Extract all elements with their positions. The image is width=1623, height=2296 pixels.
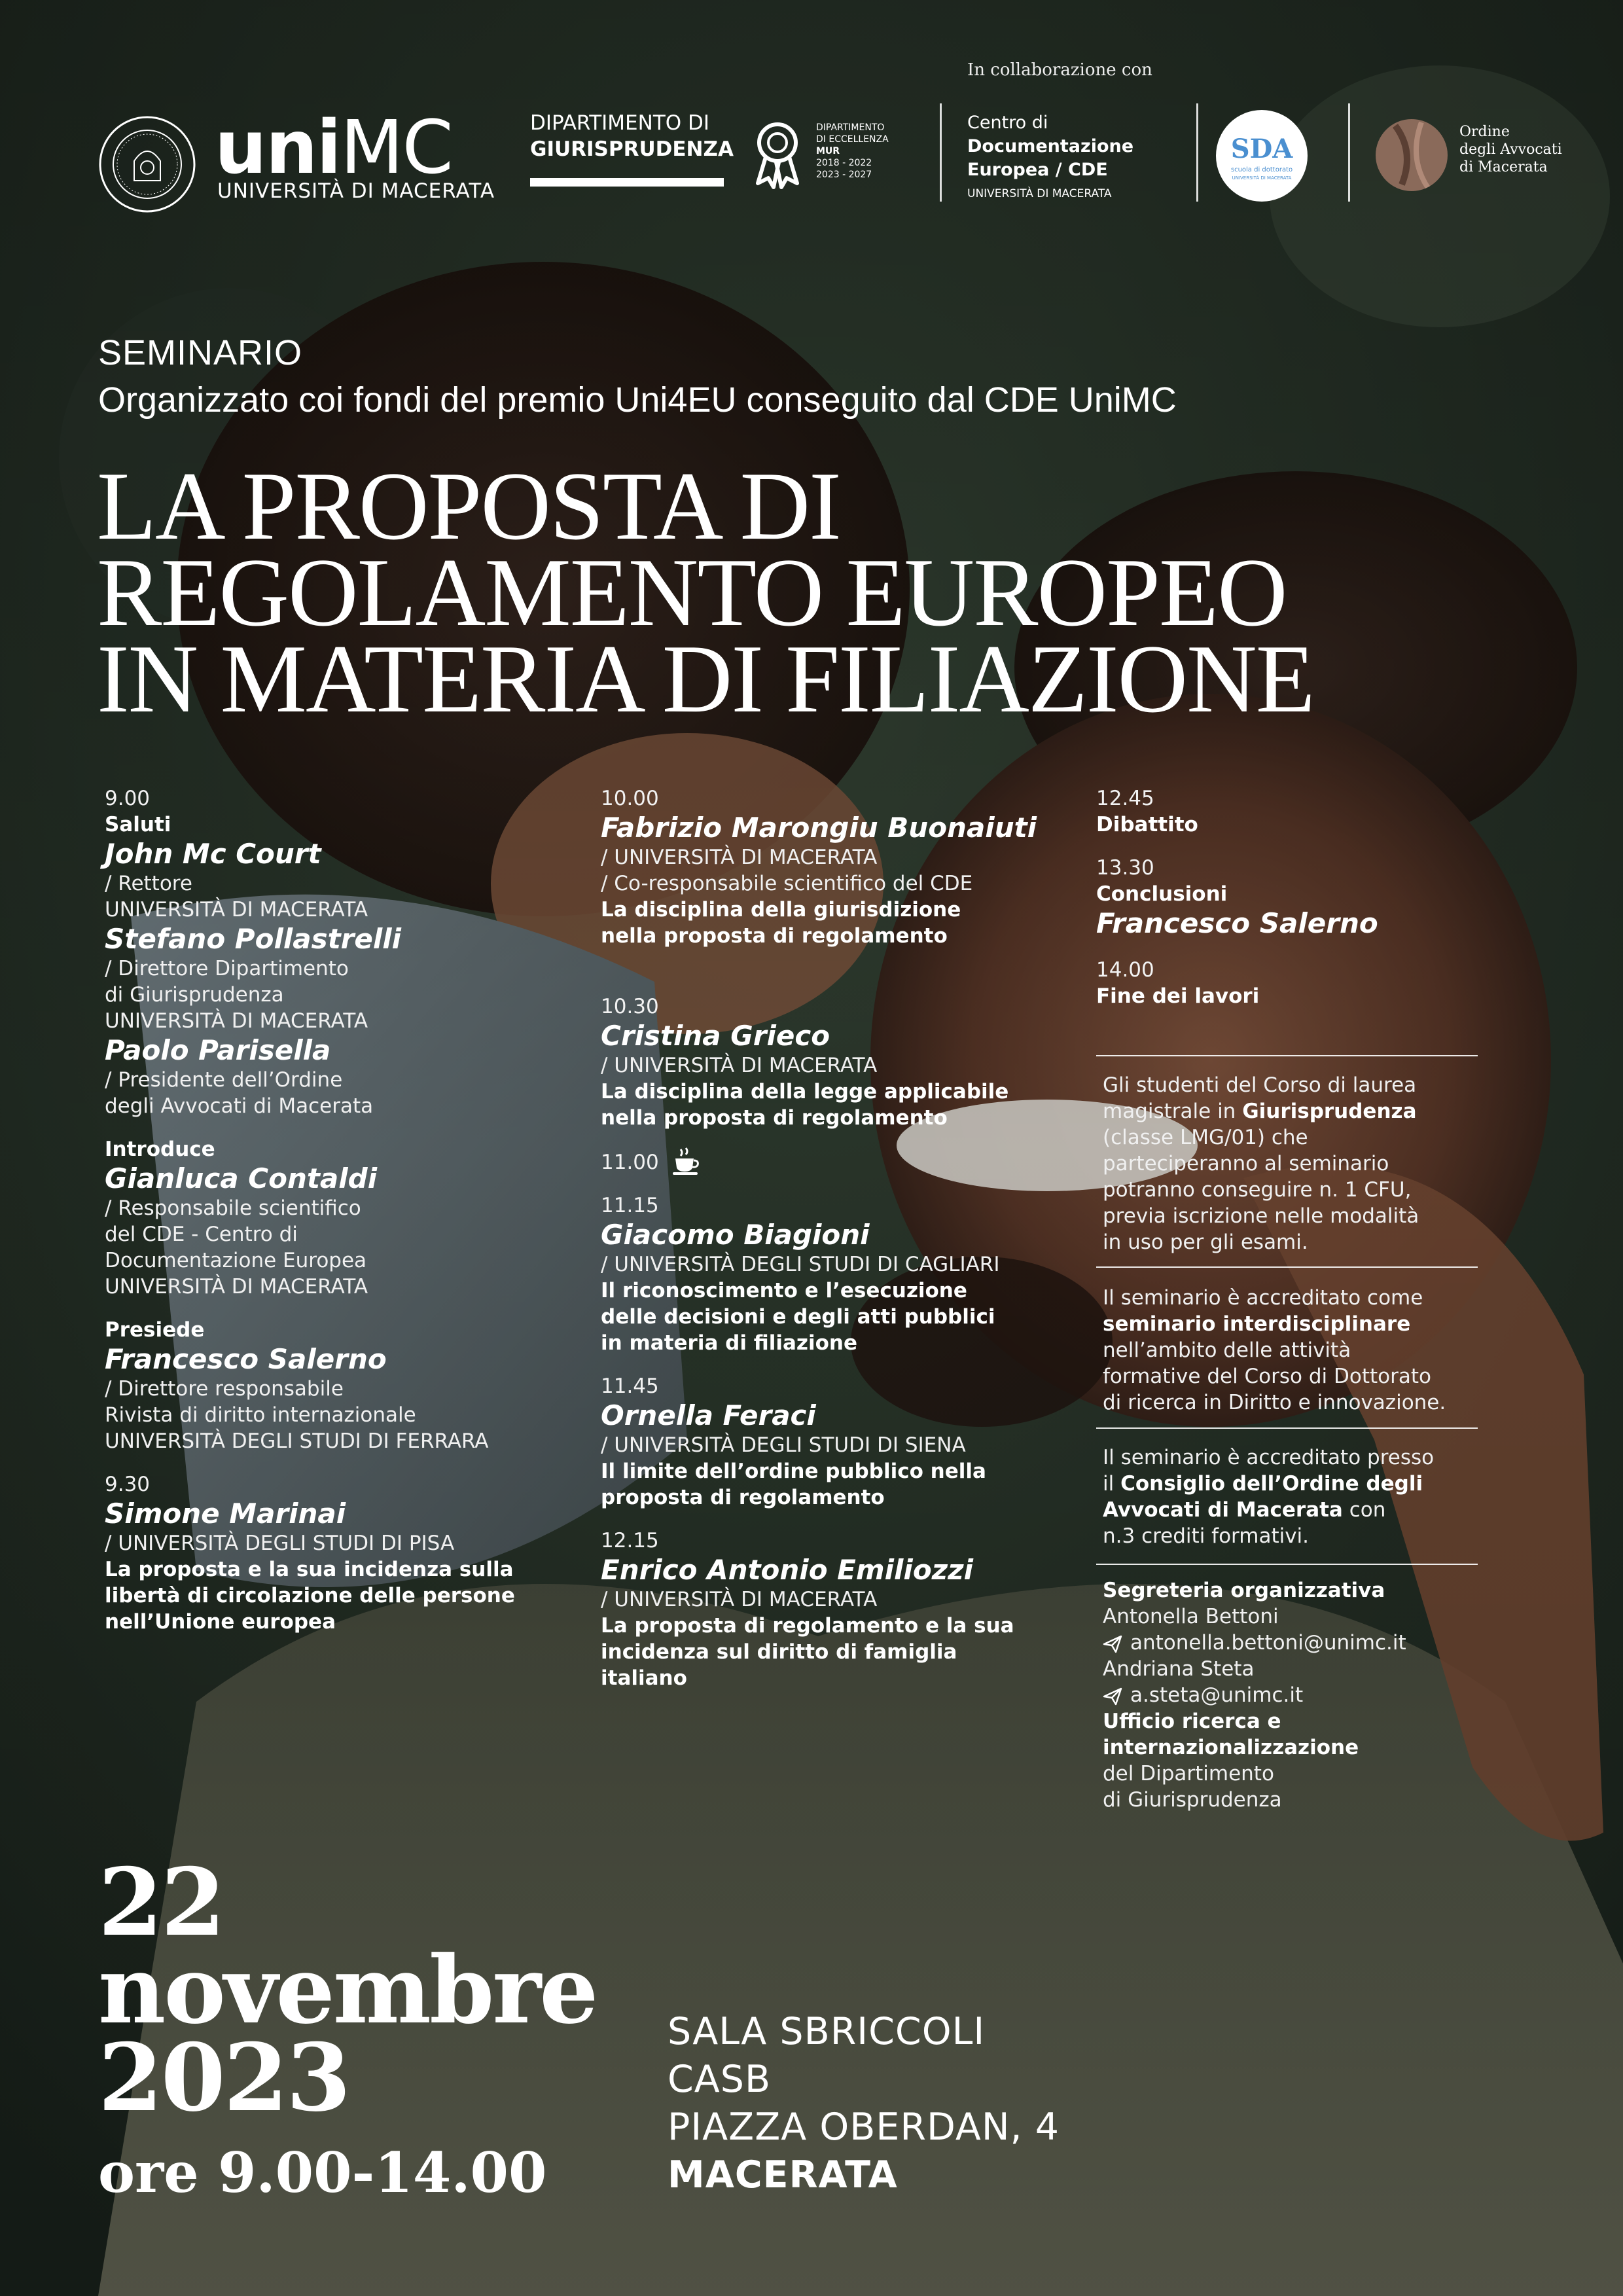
- session-label: Presiede: [105, 1318, 205, 1342]
- event-hours: ore 9.00-14.00: [98, 2140, 547, 2205]
- note-text: con: [1342, 1498, 1386, 1522]
- speaker-name: Simone Marinai: [105, 1498, 346, 1530]
- contact-name: Andriana Steta: [1103, 1657, 1255, 1681]
- event-date: [98, 1848, 597, 2132]
- divider-line: [1096, 1055, 1478, 1056]
- talk-title: nella proposta di regolamento: [601, 1106, 948, 1130]
- time-slot: 14.00: [1096, 958, 1154, 982]
- session-label: Saluti: [105, 813, 171, 836]
- note-line: formative del Corso di Dottorato: [1103, 1365, 1431, 1388]
- contact-email-row: [1103, 1682, 1489, 1708]
- title-line-3: IN MATERIA DI FILIAZIONE: [97, 625, 1314, 733]
- eccellenza-text: [816, 122, 889, 181]
- talk-title: La proposta e la sua incidenza sulla: [105, 1558, 514, 1581]
- collaboration-label: In collaborazione con: [967, 60, 1152, 80]
- event-month: novembre: [98, 1936, 597, 2045]
- speaker-role: Documentazione Europea: [105, 1249, 367, 1272]
- contact-email-link[interactable]: a.steta@unimc.it: [1130, 1683, 1304, 1707]
- time-slot: 9.00: [105, 787, 151, 810]
- header-divider-2: [1196, 103, 1198, 202]
- event-day: 22: [98, 1848, 224, 1957]
- talk-title: Il riconoscimento e l’esecuzione: [601, 1279, 967, 1302]
- office-name: Ufficio ricerca e: [1103, 1710, 1281, 1733]
- dipartimento-bar: [530, 178, 724, 187]
- speaker-name: Gianluca Contaldi: [105, 1162, 378, 1194]
- speaker-affiliation: UNIVERSITÀ DI MACERATA: [105, 1009, 368, 1033]
- segreteria-block: [1103, 1577, 1489, 1813]
- dipartimento-line1: DIPARTIMENTO DI: [530, 111, 710, 135]
- divider-line: [1096, 1427, 1478, 1429]
- office-name: internazionalizzazione: [1103, 1736, 1359, 1759]
- coffee-break-row: [601, 1149, 1098, 1175]
- venue-city: MACERATA: [668, 2153, 898, 2197]
- paper-plane-icon: [1103, 1634, 1122, 1660]
- speaker-name: Giacomo Biagioni: [601, 1219, 870, 1251]
- note-bold: Avvocati di Macerata: [1103, 1498, 1343, 1522]
- note-line: in uso per gli esami.: [1103, 1230, 1308, 1254]
- header-divider-3: [1348, 103, 1350, 202]
- venue-line: CASB: [668, 2058, 772, 2101]
- eccellenza-line2: DI ECCELLENZA: [816, 134, 889, 145]
- speaker-role: / Rettore: [105, 872, 192, 895]
- divider-line: [1096, 1564, 1478, 1565]
- time-slot: 10.30: [601, 995, 659, 1018]
- note-bold: seminario interdisciplinare: [1103, 1312, 1411, 1336]
- note-line: [1103, 1471, 1489, 1497]
- talk-title: La proposta di regolamento e la sua: [601, 1614, 1014, 1638]
- speaker-role: / Direttore responsabile: [105, 1377, 344, 1401]
- eccellenza-line3: MUR: [816, 146, 840, 156]
- unimc-mc: MC: [340, 105, 452, 190]
- talk-title: delle decisioni e degli atti pubblici: [601, 1305, 995, 1329]
- talk-title: Il limite dell’ordine pubblico nella: [601, 1460, 986, 1483]
- note-cfu: [1103, 1072, 1489, 1255]
- program-column-2: [601, 785, 1098, 1691]
- seminar-subtitle: Organizzato coi fondi del premio Uni4EU conseguito dal CDE UniMC: [98, 380, 1177, 420]
- note-line: Il seminario è accreditato presso: [1103, 1446, 1435, 1469]
- cde-line3: Europea / CDE: [967, 160, 1108, 180]
- office-dept: del Dipartimento: [1103, 1762, 1274, 1785]
- talk-title: nell’Unione europea: [105, 1610, 336, 1634]
- speaker-role: / Presidente dell’Ordine: [105, 1068, 343, 1092]
- talk-title: italiano: [601, 1666, 687, 1690]
- talk-title: nella proposta di regolamento: [601, 924, 948, 948]
- session-label: Conclusioni: [1096, 882, 1228, 906]
- speaker-affiliation: UNIVERSITÀ DI MACERATA: [105, 1275, 368, 1299]
- time-slot: 13.30: [1096, 856, 1154, 880]
- note-line: (classe LMG/01) che: [1103, 1126, 1308, 1149]
- unimc-uni: uni: [215, 105, 340, 190]
- speaker-name: Fabrizio Marongiu Buonaiuti: [601, 812, 1037, 844]
- note-line: n.3 crediti formativi.: [1103, 1524, 1310, 1548]
- note-line: [1103, 1098, 1489, 1124]
- speaker-affiliation: UNIVERSITÀ DEGLI STUDI DI FERRARA: [105, 1429, 489, 1453]
- cde-line1: Centro di: [967, 113, 1048, 133]
- eccellenza-line4: 2018 - 2022: [816, 158, 872, 168]
- note-line: [1103, 1497, 1489, 1523]
- note-dottorato: [1103, 1285, 1489, 1416]
- speaker-affiliation: / UNIVERSITÀ DI MACERATA: [601, 1054, 878, 1077]
- time-slot: 12.45: [1096, 787, 1154, 810]
- session-label: Dibattito: [1096, 813, 1198, 836]
- note-line: di ricerca in Diritto e innovazione.: [1103, 1391, 1446, 1414]
- note-line: Il seminario è accreditato come: [1103, 1286, 1423, 1310]
- note-line: potranno conseguire n. 1 CFU,: [1103, 1178, 1412, 1202]
- session-label: Introduce: [105, 1138, 215, 1161]
- speaker-affiliation: / UNIVERSITÀ DEGLI STUDI DI PISA: [105, 1532, 455, 1555]
- office-dept: di Giurisprudenza: [1103, 1788, 1282, 1812]
- speaker-name: John Mc Court: [105, 838, 321, 870]
- speaker-name: Enrico Antonio Emiliozzi: [601, 1554, 973, 1586]
- segreteria-title: Segreteria organizzativa: [1103, 1579, 1385, 1602]
- time-slot: 9.30: [105, 1473, 151, 1496]
- talk-title: incidenza sul diritto di famiglia: [601, 1640, 957, 1664]
- cde-line4: UNIVERSITÀ DI MACERATA: [967, 187, 1112, 200]
- note-line: Gli studenti del Corso di laurea: [1103, 1073, 1417, 1097]
- sda-logo: [1216, 110, 1308, 202]
- speaker-name: Stefano Pollastrelli: [105, 923, 402, 955]
- note-line: [1103, 1311, 1489, 1337]
- talk-title: in materia di filiazione: [601, 1331, 857, 1355]
- talk-title: proposta di regolamento: [601, 1486, 885, 1509]
- speaker-name: Ornella Feraci: [601, 1399, 816, 1431]
- unimc-logo-text: [215, 105, 452, 190]
- time-slot: 10.00: [601, 787, 659, 810]
- speaker-role: degli Avvocati di Macerata: [105, 1094, 374, 1118]
- program-column-3: [1096, 785, 1489, 1009]
- unimc-subtitle: UNIVERSITÀ DI MACERATA: [217, 179, 495, 203]
- note-line: previa iscrizione nelle modalità: [1103, 1204, 1419, 1228]
- contact-name: Antonella Bettoni: [1103, 1605, 1279, 1628]
- time-slot: 11.00: [601, 1151, 659, 1174]
- eccellenza-line1: DIPARTIMENTO: [816, 122, 885, 133]
- contact-email-link[interactable]: antonella.bettoni@unimc.it: [1130, 1631, 1406, 1655]
- event-year: 2023: [98, 2024, 349, 2132]
- seminar-label: SEMINARIO: [98, 333, 303, 372]
- note-line: parteciperanno al seminario: [1103, 1152, 1389, 1175]
- cde-line2: Documentazione: [967, 136, 1134, 156]
- header-divider-1: [940, 103, 942, 202]
- speaker-role: di Giurisprudenza: [105, 983, 284, 1007]
- speaker-role: / Responsabile scientifico: [105, 1196, 361, 1220]
- program-column-1: [105, 785, 576, 1635]
- sda-sub1: scuola di dottorato: [1230, 166, 1293, 173]
- ordine-emblem-icon: [1376, 119, 1448, 191]
- speaker-name: Francesco Salerno: [1096, 907, 1378, 939]
- ordine-text: [1459, 123, 1562, 176]
- title-line-1: LA PROPOSTA DI: [97, 452, 840, 560]
- session-label: Fine dei lavori: [1096, 984, 1260, 1008]
- note-text: magistrale in: [1103, 1100, 1243, 1123]
- page-title: [97, 452, 1569, 733]
- time-slot: 12.15: [601, 1529, 659, 1552]
- award-ribbon-icon: [751, 118, 804, 190]
- speaker-affiliation: UNIVERSITÀ DI MACERATA: [105, 898, 368, 922]
- speaker-role: Rivista di diritto internazionale: [105, 1403, 416, 1427]
- speaker-affiliation: / UNIVERSITÀ DI MACERATA: [601, 846, 878, 869]
- speaker-affiliation: / UNIVERSITÀ DEGLI STUDI DI CAGLIARI: [601, 1253, 1000, 1276]
- venue-line: SALA SBRICCOLI: [668, 2010, 986, 2053]
- divider-line: [1096, 1266, 1478, 1268]
- paper-plane-icon: [1103, 1686, 1122, 1712]
- speaker-role: / Co-responsabile scientifico del CDE: [601, 872, 973, 895]
- talk-title: La disciplina della giurisdizione: [601, 898, 961, 922]
- sda-sub2: UNIVERSITÀ DI MACERATA: [1232, 175, 1292, 181]
- note-text: il: [1103, 1472, 1121, 1496]
- note-line: nell’ambito delle attività: [1103, 1338, 1351, 1362]
- talk-title: libertà di circolazione delle persone: [105, 1584, 515, 1607]
- speaker-name: Francesco Salerno: [105, 1343, 387, 1375]
- unimc-seal-icon: [98, 115, 196, 213]
- ordine-line3: di Macerata: [1459, 159, 1548, 175]
- sda-logo-text: SDA: [1230, 134, 1293, 164]
- talk-title: La disciplina della legge applicabile: [601, 1080, 1009, 1103]
- time-slot: 11.45: [601, 1374, 659, 1398]
- speaker-role: / Direttore Dipartimento: [105, 957, 349, 980]
- note-bold: Giurisprudenza: [1242, 1100, 1417, 1123]
- event-venue: [668, 2008, 1060, 2199]
- title-line-2: REGOLAMENTO EUROPEO: [97, 539, 1287, 647]
- eccellenza-line5: 2023 - 2027: [816, 170, 872, 180]
- speaker-name: Paolo Parisella: [105, 1034, 331, 1066]
- note-bold: Consiglio dell’Ordine degli: [1120, 1472, 1423, 1496]
- time-slot: 11.15: [601, 1194, 659, 1217]
- ordine-line2: degli Avvocati: [1459, 141, 1562, 158]
- ordine-line1: Ordine: [1459, 124, 1510, 140]
- speaker-affiliation: / UNIVERSITÀ DEGLI STUDI DI SIENA: [601, 1433, 966, 1457]
- speaker-role: del CDE - Centro di: [105, 1223, 298, 1246]
- cde-logo-text: [967, 111, 1133, 206]
- coffee-cup-icon: [671, 1147, 703, 1182]
- note-crediti: [1103, 1444, 1489, 1549]
- speaker-affiliation: / UNIVERSITÀ DI MACERATA: [601, 1588, 878, 1611]
- dipartimento-line2: GIURISPRUDENZA: [530, 137, 734, 161]
- speaker-name: Cristina Grieco: [601, 1020, 830, 1052]
- contact-email-row: [1103, 1630, 1489, 1656]
- venue-line: PIAZZA OBERDAN, 4: [668, 2106, 1060, 2149]
